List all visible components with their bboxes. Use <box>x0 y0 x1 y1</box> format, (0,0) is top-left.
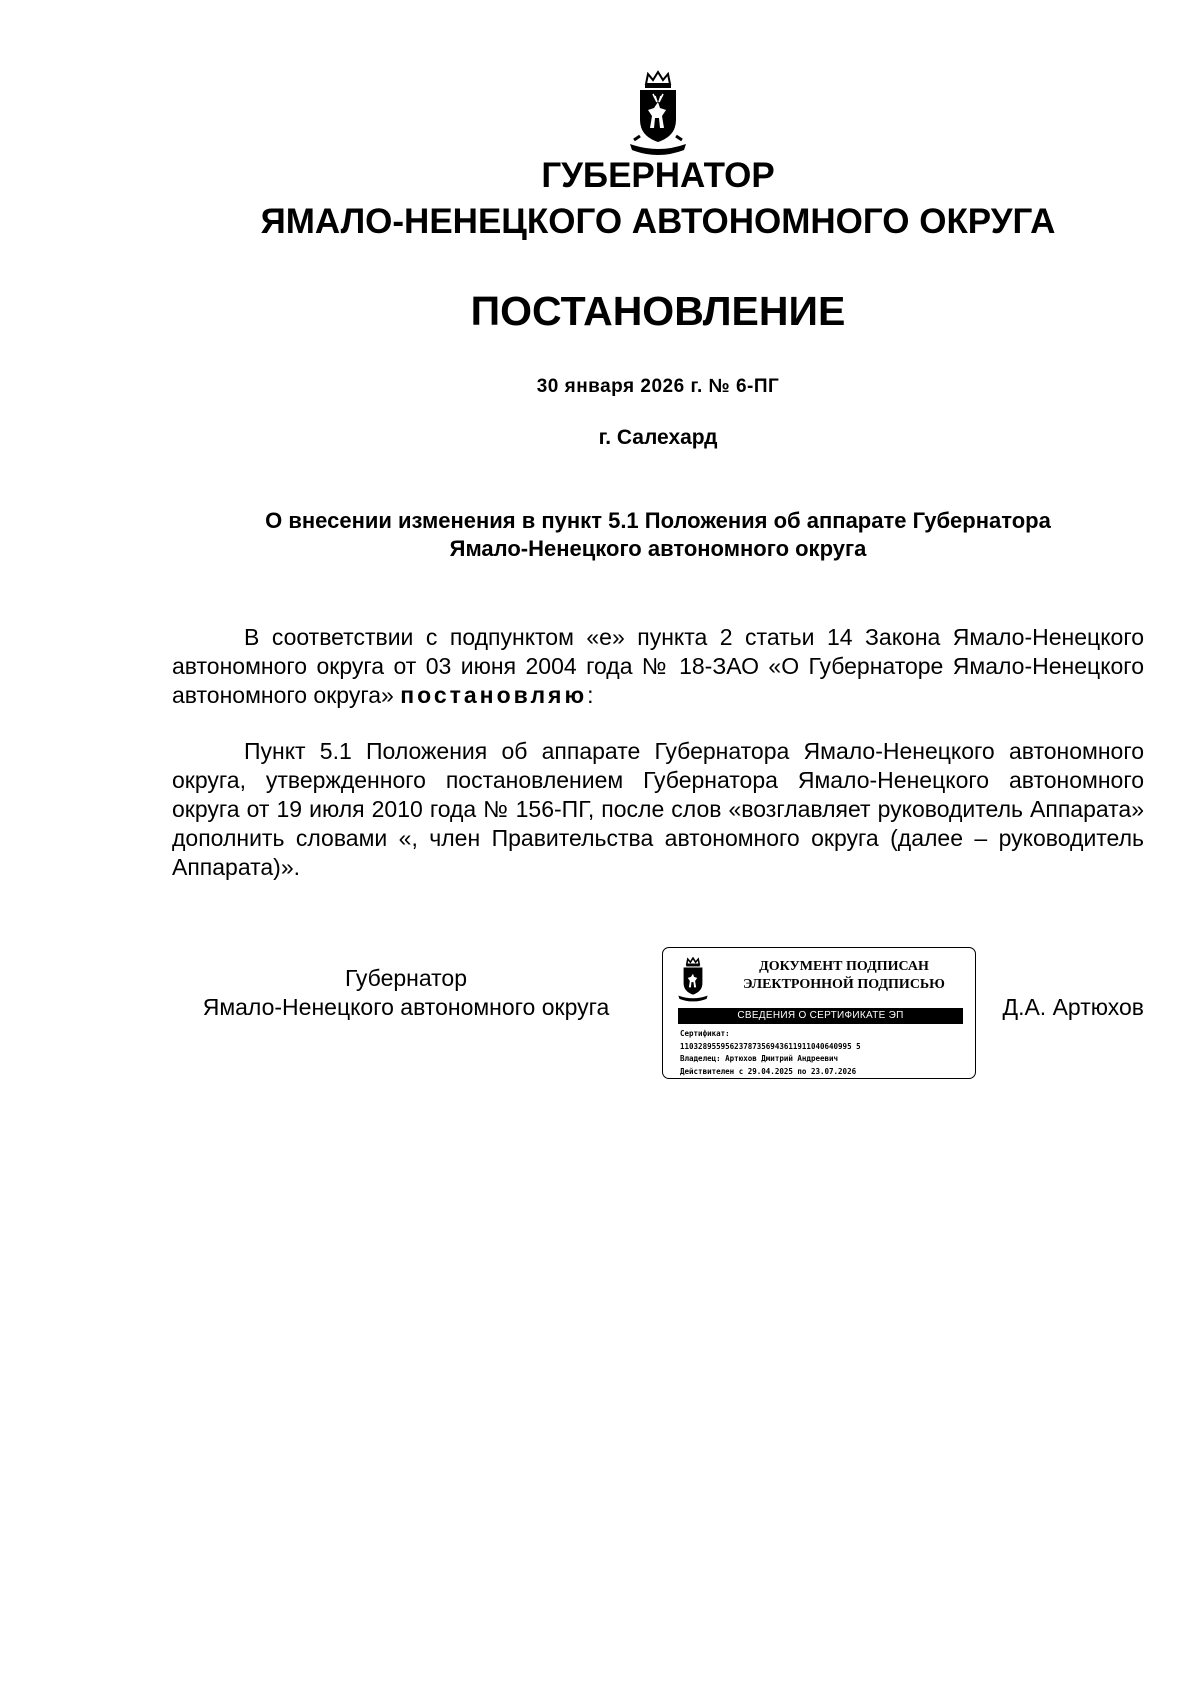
stamp-coat-of-arms-icon <box>675 957 711 1003</box>
act-subject-line2: Ямало-Ненецкого автономного округа <box>449 536 867 561</box>
preamble-text: В соответствии с подпунктом «е» пункта 2 статьи 14 Закона Ямало-Ненецкого автономного округа от 03 июня 2004 года № 18-ЗАО «О Губернаторе Ямало-Ненецкого автономного округа» <box>172 624 1144 708</box>
signatory-name: Д.А. Артюхов <box>1002 994 1144 1020</box>
act-date-number: 30 января 2026 г. № 6-ПГ <box>536 376 780 397</box>
signatory-title-line1: Губернатор <box>344 965 468 991</box>
act-type-title: ПОСТАНОВЛЕНИЕ <box>470 288 846 334</box>
stamp-cert-number: 11032895595623787356943611911040640995 5 <box>680 1041 861 1051</box>
stamp-cert-label: Сертификат: <box>680 1029 730 1038</box>
stamp-heading-line1: ДОКУМЕНТ ПОДПИСАН <box>759 959 929 974</box>
stamp-owner: Владелец: Артюхов Дмитрий Андреевич <box>680 1054 839 1063</box>
preamble-paragraph <box>172 623 1144 710</box>
stamp-heading <box>719 958 969 994</box>
amendment-paragraph: Пункт 5.1 Положения об аппарате Губернатора Ямало-Ненецкого автономного округа, утвержденного постановлением Губернатора Ямало-Ненецкого автономного округа от 19 июля 2010 года № 156-ПГ, после слов «возглавляет руководитель Аппарата» дополнить словами «, член Правительства автономного округа (далее – руководитель Аппарата)». <box>172 738 1144 880</box>
e-signature-stamp <box>662 947 976 1079</box>
signatory-title-line2: Ямало-Ненецкого автономного округа <box>202 994 610 1020</box>
stamp-validity: Действителен с 29.04.2025 по 23.07.2026 <box>680 1066 857 1076</box>
stamp-certificate-bar: СВЕДЕНИЯ О СЕРТИФИКАТЕ ЭП <box>678 1008 963 1024</box>
authority-title: ГУБЕРНАТОР <box>541 156 775 195</box>
decree-keyword: постановляю <box>400 682 588 708</box>
stamp-heading-line2: ЭЛЕКТРОННОЙ ПОДПИСЬЮ <box>743 977 945 992</box>
coat-of-arms-icon <box>624 70 692 158</box>
act-city: г. Салехард <box>598 426 718 449</box>
stamp-certificate-info <box>680 1028 861 1078</box>
signatory-title <box>172 964 640 1022</box>
act-subject <box>186 507 1130 563</box>
act-subject-line1: О внесении изменения в пункт 5.1 Положения об аппарате Губернатора <box>265 508 1051 533</box>
authority-region: ЯМАЛО-НЕНЕЦКОГО АВТОНОМНОГО ОКРУГА <box>260 202 1056 241</box>
preamble-colon: : <box>587 682 594 708</box>
